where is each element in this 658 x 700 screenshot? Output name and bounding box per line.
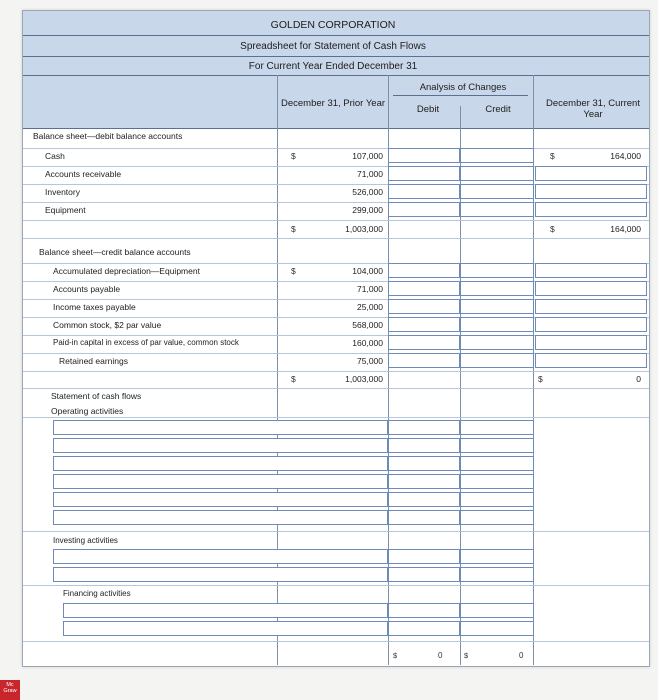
dollar-sign: $ xyxy=(291,374,296,384)
operating-desc-input-3[interactable] xyxy=(53,456,388,471)
prior-paid-in-capital: 160,000 xyxy=(352,338,383,348)
row-line xyxy=(23,238,649,239)
analysis-title: Analysis of Changes xyxy=(419,82,507,93)
period-title: For Current Year Ended December 31 xyxy=(248,61,418,72)
current-input-retained-earnings[interactable] xyxy=(535,353,647,368)
operating-desc-input-6[interactable] xyxy=(53,510,388,525)
prior-inventory: 526,000 xyxy=(352,187,383,197)
row-line xyxy=(23,388,649,389)
current-input-income-taxes-payable[interactable] xyxy=(535,299,647,314)
prior-equipment: 299,000 xyxy=(352,205,383,215)
dollar-sign: $ xyxy=(291,151,296,161)
prior-cash: 107,000 xyxy=(352,151,383,161)
col-prior-year: December 31, Prior Year xyxy=(280,98,386,109)
credit-input-common-stock[interactable] xyxy=(460,317,534,332)
col-credit: Credit xyxy=(485,104,511,115)
prior-accounts-payable: 71,000 xyxy=(357,284,383,294)
spreadsheet-subtitle: Spreadsheet for Statement of Cash Flows xyxy=(240,41,426,52)
credit-column-total: 0 xyxy=(519,651,524,660)
debit-input-cash[interactable] xyxy=(388,148,460,163)
investing-desc-input-1[interactable] xyxy=(53,549,388,564)
credit-input-accounts-payable[interactable] xyxy=(460,281,534,296)
operating-debit-input-5[interactable] xyxy=(388,492,460,507)
current-debit-total: 164,000 xyxy=(610,224,641,234)
debit-input-inventory[interactable] xyxy=(388,184,460,199)
mcgraw-logo xyxy=(0,680,20,700)
dollar-sign: $ xyxy=(291,224,296,234)
operating-credit-input-4[interactable] xyxy=(460,474,534,489)
row-label-equipment: Equipment xyxy=(45,205,86,215)
row-line xyxy=(23,220,649,221)
debit-input-equipment[interactable] xyxy=(388,202,460,217)
operating-desc-input-1[interactable] xyxy=(53,420,388,435)
financing-credit-input-1[interactable] xyxy=(460,603,534,618)
operating-desc-input-5[interactable] xyxy=(53,492,388,507)
operating-activities-label: Operating activities xyxy=(51,406,124,416)
row-label-retained-earnings: Retained earnings xyxy=(59,356,128,366)
prior-accounts-receivable: 71,000 xyxy=(357,169,383,179)
divider xyxy=(23,35,649,36)
row-line xyxy=(23,641,649,642)
operating-debit-input-2[interactable] xyxy=(388,438,460,453)
cash-flow-spreadsheet xyxy=(22,10,650,667)
credit-section-title: Balance sheet—credit balance accounts xyxy=(39,247,191,257)
financing-debit-input-1[interactable] xyxy=(388,603,460,618)
investing-debit-input-2[interactable] xyxy=(388,567,460,582)
debit-input-accounts-payable[interactable] xyxy=(388,281,460,296)
credit-input-retained-earnings[interactable] xyxy=(460,353,534,368)
row-line xyxy=(23,531,649,532)
credit-input-income-taxes-payable[interactable] xyxy=(460,299,534,314)
investing-credit-input-2[interactable] xyxy=(460,567,534,582)
dollar-sign: $ xyxy=(550,151,555,161)
dollar-sign: $ xyxy=(291,266,296,276)
operating-desc-input-2[interactable] xyxy=(53,438,388,453)
operating-debit-input-3[interactable] xyxy=(388,456,460,471)
financing-credit-input-2[interactable] xyxy=(460,621,534,636)
current-input-accounts-receivable[interactable] xyxy=(535,166,647,181)
debit-input-paid-in-capital[interactable] xyxy=(388,335,460,350)
row-line xyxy=(23,417,649,418)
debit-section-title: Balance sheet—debit balance accounts xyxy=(33,131,183,141)
row-label-inventory: Inventory xyxy=(45,187,80,197)
dollar-sign: $ xyxy=(550,224,555,234)
current-input-paid-in-capital[interactable] xyxy=(535,335,647,350)
debit-input-income-taxes-payable[interactable] xyxy=(388,299,460,314)
credit-input-cash[interactable] xyxy=(460,148,534,163)
row-label-paid-in-capital: Paid-in capital in excess of par value, common stock xyxy=(53,338,239,347)
credit-input-paid-in-capital[interactable] xyxy=(460,335,534,350)
operating-credit-input-5[interactable] xyxy=(460,492,534,507)
prior-income-taxes-payable: 25,000 xyxy=(357,302,383,312)
debit-input-accumulated-depreciation[interactable] xyxy=(388,263,460,278)
dollar-sign: $ xyxy=(464,651,469,660)
debit-input-common-stock[interactable] xyxy=(388,317,460,332)
operating-debit-input-6[interactable] xyxy=(388,510,460,525)
current-input-common-stock[interactable] xyxy=(535,317,647,332)
dollar-sign: $ xyxy=(393,651,398,660)
financing-debit-input-2[interactable] xyxy=(388,621,460,636)
investing-desc-input-2[interactable] xyxy=(53,567,388,582)
row-label-income-taxes-payable: Income taxes payable xyxy=(53,302,136,312)
cash-flow-title: Statement of cash flows xyxy=(51,391,142,401)
financing-desc-input-2[interactable] xyxy=(63,621,388,636)
current-credit-total: 0 xyxy=(636,374,641,384)
debit-column-total: 0 xyxy=(438,651,443,660)
debit-input-retained-earnings[interactable] xyxy=(388,353,460,368)
divider xyxy=(393,95,528,96)
financing-desc-input-1[interactable] xyxy=(63,603,388,618)
row-label-cash: Cash xyxy=(45,151,65,161)
prior-retained-earnings: 75,000 xyxy=(357,356,383,366)
operating-credit-input-1[interactable] xyxy=(460,420,534,435)
operating-debit-input-1[interactable] xyxy=(388,420,460,435)
row-line xyxy=(23,585,649,586)
row-label-common-stock: Common stock, $2 par value xyxy=(53,320,162,330)
col-current-year: December 31, Current Year xyxy=(546,98,640,120)
current-cash: 164,000 xyxy=(610,151,641,161)
operating-credit-input-3[interactable] xyxy=(460,456,534,471)
investing-activities-label: Investing activities xyxy=(53,536,118,545)
row-line xyxy=(23,148,649,149)
debit-input-accounts-receivable[interactable] xyxy=(388,166,460,181)
credit-input-accumulated-depreciation[interactable] xyxy=(460,263,534,278)
prior-credit-total: 1,003,000 xyxy=(345,374,383,384)
row-label-accumulated-depreciation: Accumulated depreciation—Equipment xyxy=(53,266,200,276)
prior-debit-total: 1,003,000 xyxy=(345,224,383,234)
prior-accumulated-depreciation: 104,000 xyxy=(352,266,383,276)
credit-input-inventory[interactable] xyxy=(460,184,534,199)
operating-credit-input-6[interactable] xyxy=(460,510,534,525)
operating-desc-input-4[interactable] xyxy=(53,474,388,489)
divider xyxy=(23,56,649,57)
current-input-inventory[interactable] xyxy=(535,184,647,199)
company-title: GOLDEN CORPORATION xyxy=(270,19,396,31)
credit-input-accounts-receivable[interactable] xyxy=(460,166,534,181)
logo-line-1: Mc xyxy=(6,682,14,688)
prior-common-stock: 568,000 xyxy=(352,320,383,330)
current-input-accumulated-depreciation[interactable] xyxy=(535,263,647,278)
operating-debit-input-4[interactable] xyxy=(388,474,460,489)
investing-debit-input-1[interactable] xyxy=(388,549,460,564)
investing-credit-input-1[interactable] xyxy=(460,549,534,564)
logo-line-2: Graw xyxy=(3,688,17,694)
row-label-accounts-payable: Accounts payable xyxy=(53,284,121,294)
financing-activities-label: Financing activities xyxy=(63,589,131,598)
divider xyxy=(23,75,649,76)
divider xyxy=(23,128,649,129)
operating-credit-input-2[interactable] xyxy=(460,438,534,453)
row-line xyxy=(23,371,649,372)
dollar-sign: $ xyxy=(538,374,543,384)
row-label-accounts-receivable: Accounts receivable xyxy=(45,169,122,179)
current-input-equipment[interactable] xyxy=(535,202,647,217)
current-input-accounts-payable[interactable] xyxy=(535,281,647,296)
col-debit: Debit xyxy=(416,104,440,115)
credit-input-equipment[interactable] xyxy=(460,202,534,217)
